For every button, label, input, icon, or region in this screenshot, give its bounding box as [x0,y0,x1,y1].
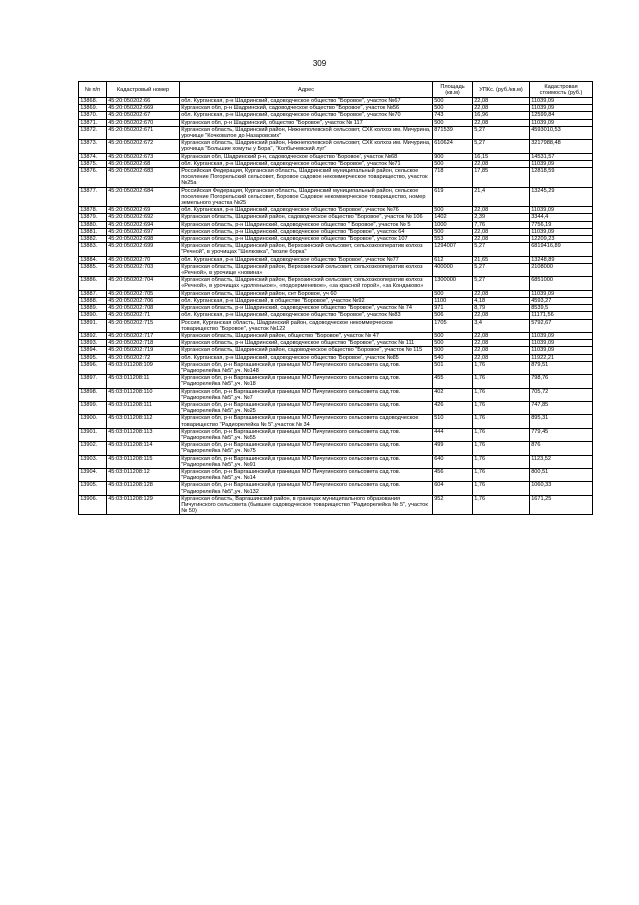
cell-num: 13896. [79,361,107,374]
cell-num: 13882. [79,236,107,243]
cell-upks: 22,08 [473,354,530,361]
cell-address: обл. Курганская, р-н Шадринский, садоводческое общество "Боровое", участок №71 [180,160,433,167]
cell-cadastral-cost: 13245,29 [530,187,593,207]
cell-cadastral-number: 45:20:050202:697 [107,228,180,235]
cell-num: 13877. [79,187,107,207]
cell-address: обл. Курганская, р-н Шадринский, садоводческое общество "Боровое", участок №83 [180,312,433,319]
table-row [79,256,593,263]
cell-cadastral-cost: 14531,57 [530,153,593,160]
cell-upks: 22,08 [473,119,530,126]
cell-num: 13897. [79,375,107,388]
cell-cadastral-cost: 12818,59 [530,168,593,188]
cell-num: 13894. [79,347,107,354]
cell-upks: 22,08 [473,98,530,105]
cell-num: 13888. [79,297,107,304]
cell-cadastral-cost: 879,51 [530,361,593,374]
cell-num: 13872. [79,126,107,139]
cell-num: 13878. [79,207,107,214]
cell-address: Курганская обл, р-н Шадринский, садоводческое общество "Боровое", участок №56 [180,105,433,112]
cell-upks: 22,08 [473,105,530,112]
cell-area: 743 [433,112,473,119]
table-row [79,187,593,207]
cell-num: 13884. [79,256,107,263]
cell-area: 1705 [433,319,473,332]
cell-cadastral-cost: 11039,09 [530,340,593,347]
table-row [79,319,593,332]
cell-cadastral-cost: 779,45 [530,428,593,441]
cell-area: 402 [433,388,473,401]
cell-address: Курганская обл, р-н Варгашинский,в границах МО Пичугинского сельсовета сад.тов. "Радиорелейка №5",уч. №7 [180,388,433,401]
cell-cadastral-number: 45:20:050202:705 [107,290,180,297]
cell-num: 13899. [79,401,107,414]
cell-address: Курганская обл, р-н Варгашинский,в границах МО Пичугинского сельсовета сад.тов. "Радиорелейка №5",уч. №14 [180,468,433,481]
cell-area: 553 [433,236,473,243]
cell-address: Курганская область, р-н Шадринский, садоводческое общество "Боровое", участок 107 [180,236,433,243]
header-cadastral-number: Кадастровый номер [107,82,180,98]
table-row [79,98,593,105]
cell-cadastral-cost: 13248,89 [530,256,593,263]
cell-cadastral-number: 45:03:011208:129 [107,495,180,515]
cell-num: 13892. [79,332,107,339]
cell-num: 13887. [79,290,107,297]
cell-area: 426 [433,401,473,414]
cell-upks: 5,27 [473,277,530,290]
cell-cadastral-number: 45:20:050202:672 [107,140,180,153]
cell-cadastral-cost: 12599,84 [530,112,593,119]
cell-upks: 22,08 [473,228,530,235]
table-row [79,332,593,339]
cell-num: 13905. [79,482,107,495]
cell-address: Курганская область, р-н Шадринский, садоводческое общество " Боровое", участок № 5 [180,221,433,228]
cell-upks: 1,76 [473,428,530,441]
cell-upks: 8,79 [473,305,530,312]
cell-cadastral-number: 45:20:050202:71 [107,312,180,319]
table-row [79,455,593,468]
cell-upks: 1,76 [473,361,530,374]
cell-cadastral-cost: 11039,09 [530,119,593,126]
table-row [79,401,593,414]
cell-area: 500 [433,290,473,297]
table-row [79,354,593,361]
cell-address: Курганская область, р-н Шадринский, садоводческое общество "Боровое", участок 64 [180,228,433,235]
table-row [79,243,593,256]
cell-area: 900 [433,153,473,160]
cell-cadastral-cost: 6851000 [530,277,593,290]
cell-cadastral-cost: 798,76 [530,375,593,388]
cell-address: Российская Федерация, Курганская область, Шадринский муниципальный район, сельское поселение Погорельский сельсовет, Боровое Садовое некоммерческое товарищество, номер земельного участка №25 [180,187,433,207]
cadastral-value-table [78,81,593,515]
cell-address: Курганская обл, р-н Варгашинский,в границах МО Пичугинского сельсовета сад.тов. "Радиорелейка №5",уч. №148 [180,361,433,374]
cell-cadastral-cost: 7756,19 [530,221,593,228]
cell-upks: 2,39 [473,214,530,221]
cell-address: Курганская обл, р-н Варгашинский,в границах МО Пичугинского сельсовета сад.тов. "Радиорелейка №5",уч. №18 [180,375,433,388]
cell-address: обл. Курганская, р-н Шадринский, садоводческое общество "Боровое", участок №67 [180,98,433,105]
cell-upks: 22,08 [473,236,530,243]
cell-upks: 5,27 [473,126,530,139]
cell-cadastral-cost: 11039,09 [530,98,593,105]
cell-upks: 1,76 [473,415,530,428]
cell-num: 13886. [79,277,107,290]
cell-num: 13873. [79,140,107,153]
cell-cadastral-number: 45:03:011208:112 [107,415,180,428]
cell-cadastral-cost: 3344,4 [530,214,593,221]
table-row [79,160,593,167]
cell-address: Курганская область, Шадринский район, Верхозинский сельсовет, сельхозкооператив колхоз «Речной», в урочищах «долгенькое», «подсерменевое», «за красной горой», «за Кондаково» [180,277,433,290]
cell-area: 456 [433,468,473,481]
table-row [79,388,593,401]
cell-area: 501 [433,361,473,374]
cell-num: 13891. [79,319,107,332]
cell-cadastral-number: 45:20:050202:684 [107,187,180,207]
cell-address: Курганская обл, р-н Варгашинский,в границах МО Пичугинского сельсовета сад.тов. "Радиорелейка №5",уч. №132 [180,482,433,495]
cell-area: 500 [433,160,473,167]
cell-address: обл. Курганская, р-н Шадринский, садоводческое общество 'Боровое', участок №85 [180,354,433,361]
cell-area: 499 [433,442,473,455]
cell-cadastral-cost: 1123,52 [530,455,593,468]
cell-cadastral-cost: 895,31 [530,415,593,428]
cell-address: Курганская обл, р-н Варгашинский,в границах МО Пичугинского сельсовета сад.тов. "Радиорелейка №5",уч. №25 [180,401,433,414]
cell-num: 13879. [79,214,107,221]
cell-num: 13874. [79,153,107,160]
cell-cadastral-cost: 11039,09 [530,228,593,235]
cell-cadastral-cost: 11039,09 [530,290,593,297]
cell-upks: 22,08 [473,340,530,347]
header-area: Площадь (кв.м) [433,82,473,98]
cell-address: Курганская область, Варгашинский район, в границах муниципального образования Пичугинского сельсовета (бывшее садоводческое товарищество "Радиорелейка № 5", участок № 50) [180,495,433,515]
cell-cadastral-cost: 12209,23 [530,236,593,243]
cell-cadastral-number: 45:20:050202:694 [107,221,180,228]
cell-cadastral-cost: 1671,25 [530,495,593,515]
cell-cadastral-cost: 11922,21 [530,354,593,361]
page-number: 309 [312,59,327,68]
cell-cadastral-number: 45:20:050202:703 [107,263,180,276]
cell-area: 952 [433,495,473,515]
cell-cadastral-cost: 800,51 [530,468,593,481]
table-row [79,428,593,441]
table-row [79,305,593,312]
cell-upks: 21,65 [473,256,530,263]
cell-num: 13890. [79,312,107,319]
cell-cadastral-number: 45:03:011208:11 [107,375,180,388]
cell-area: 540 [433,354,473,361]
cell-address: Курганская область, Шадринский район, садоводческое общество "Боровое", участок № 115 [180,347,433,354]
cell-address: Курганская область, Шадринский район, общество "Боровое", участок № 47 [180,332,433,339]
cell-area: 612 [433,256,473,263]
table-row [79,297,593,304]
table-body [79,98,593,515]
cell-upks: 3,4 [473,319,530,332]
cell-num: 13868. [79,98,107,105]
cell-address: обл. Курганская, р-н Шадринский, садоводческое общество 'Боровое', участок №76 [180,207,433,214]
table-row [79,105,593,112]
cell-cadastral-number: 45:03:011208:110 [107,388,180,401]
cell-cadastral-number: 45:20:050202:692 [107,214,180,221]
cell-cadastral-cost: 4593,27 [530,297,593,304]
table-row [79,340,593,347]
cell-cadastral-number: 45:03:011208:109 [107,361,180,374]
cell-upks: 5,27 [473,243,530,256]
cell-address: обл. Курганская, р-н Шадринский, садоводческое общество "Боровое", участок №70 [180,112,433,119]
cell-upks: 1,76 [473,388,530,401]
cell-cadastral-number: 45:20:050202:715 [107,319,180,332]
cell-upks: 16,96 [473,112,530,119]
cell-area: 506 [433,312,473,319]
cell-upks: 22,08 [473,312,530,319]
cell-area: 500 [433,105,473,112]
cell-cadastral-cost: 11039,09 [530,207,593,214]
cell-cadastral-cost: 11039,09 [530,160,593,167]
cell-cadastral-cost: 11039,09 [530,347,593,354]
cell-address: Курганская область, Шадринский район, снт Боровое, уч 60 [180,290,433,297]
cell-upks: 22,08 [473,290,530,297]
table-row [79,263,593,276]
cell-num: 13870. [79,112,107,119]
cell-area: 500 [433,207,473,214]
cell-upks: 1,76 [473,455,530,468]
cell-num: 13875. [79,160,107,167]
cell-upks: 17,85 [473,168,530,188]
cell-num: 13906. [79,495,107,515]
cell-area: 1000 [433,221,473,228]
table-row [79,119,593,126]
cell-address: Курганская область, р-н Шадринский, садоводческое общество "Боровое", участок № 74 [180,305,433,312]
cell-cadastral-number: 45:20:050202:719 [107,347,180,354]
cell-cadastral-cost: 747,85 [530,401,593,414]
cell-cadastral-number: 45:20:050202:699 [107,243,180,256]
cell-area: 400000 [433,263,473,276]
cell-area: 500 [433,347,473,354]
cell-area: 500 [433,332,473,339]
cell-num: 13871. [79,119,107,126]
cell-cadastral-number: 45:20:050202:671 [107,126,180,139]
cell-address: Курганская обл, Шадринский р-н, садоводческое общество 'Боровое', участок №68 [180,153,433,160]
cell-area: 510 [433,415,473,428]
table-row [79,375,593,388]
cell-cadastral-cost: 5792,67 [530,319,593,332]
cell-num: 13902. [79,442,107,455]
cell-cadastral-number: 45:20:050202:670 [107,119,180,126]
cell-upks: 21,4 [473,187,530,207]
cell-num: 13898. [79,388,107,401]
cell-cadastral-number: 45:20:050202:67 [107,112,180,119]
header-row [79,82,593,98]
cell-address: Курганская обл, р-н Варгашинский,в границах МО Пичугинского сельсовета сад.тов. "Радиорелейка №5",уч. №55 [180,428,433,441]
cell-cadastral-number: 45:20:050202:698 [107,236,180,243]
cell-area: 444 [433,428,473,441]
cell-area: 500 [433,228,473,235]
cell-upks: 1,76 [473,482,530,495]
cell-num: 13869. [79,105,107,112]
table-row [79,347,593,354]
cell-area: 718 [433,168,473,188]
table-row [79,214,593,221]
cell-upks: 4,18 [473,297,530,304]
table-row [79,126,593,139]
cell-cadastral-cost: 4593010,53 [530,126,593,139]
cell-cadastral-number: 45:03:011208:114 [107,442,180,455]
cell-num: 13880. [79,221,107,228]
cell-address: Курганская обл, р-н Варгашинский,в границах МО Пичугинского сельсовета садоводческое товарищество "Радиорелейка № 5",участок № 34 [180,415,433,428]
cell-cadastral-number: 45:20:050202:669 [107,105,180,112]
cell-area: 604 [433,482,473,495]
cell-cadastral-number: 45:03:011208:12 [107,468,180,481]
table-row [79,361,593,374]
cell-num: 13893. [79,340,107,347]
table-row [79,112,593,119]
table-row [79,168,593,188]
cell-address: обл. Курганская, р-н Шадринский, садоводческое общество 'Боровое', участок №77 [180,256,433,263]
cell-area: 1294007 [433,243,473,256]
cell-cadastral-cost: 8539,5 [530,305,593,312]
header-upks: УПКс. (руб./кв.м) [473,82,530,98]
cell-address: Курганская область, Шадринский район, Верхозинский сельсовет, сельхозкооператив колхоз "Речной", в урочищах "Шелковка", "возле борка" [180,243,433,256]
cell-upks: 1,76 [473,442,530,455]
cell-cadastral-number: 45:20:050202:68 [107,160,180,167]
cell-area: 500 [433,119,473,126]
cell-upks: 7,76 [473,221,530,228]
table-row [79,236,593,243]
cell-upks: 1,76 [473,468,530,481]
cell-area: 619 [433,187,473,207]
cell-num: 13901. [79,428,107,441]
cell-num: 13889. [79,305,107,312]
cell-num: 13895. [79,354,107,361]
cell-area: 1402 [433,214,473,221]
cell-area: 500 [433,340,473,347]
cell-num: 13881. [79,228,107,235]
cell-num: 13883. [79,243,107,256]
cell-area: 1300000 [433,277,473,290]
table-row [79,290,593,297]
cell-upks: 22,08 [473,160,530,167]
cell-upks: 5,27 [473,263,530,276]
table-row [79,277,593,290]
cell-upks: 1,76 [473,375,530,388]
table-row [79,228,593,235]
table-row [79,442,593,455]
cell-address: Россия, Курганская область, Шадринский район, садоводческое некоммерческое товарищество "Боровое", участок №122 [180,319,433,332]
cell-area: 500 [433,98,473,105]
cell-area: 1100 [433,297,473,304]
cell-cadastral-cost: 876 [530,442,593,455]
cell-address: Курганская обл, р-н Варгашинский,в границах МО Пичугинского сельсовета сад.тов. "Радиорелейка №5",уч. №91 [180,455,433,468]
header-address: Адрес [180,82,433,98]
table-row [79,221,593,228]
table-row [79,482,593,495]
table-row [79,468,593,481]
table-row [79,140,593,153]
header-cadastral-cost: Кадастровая стоимость (руб.) [530,82,593,98]
table-row [79,495,593,515]
cell-cadastral-number: 45:20:050202:69 [107,207,180,214]
cell-cadastral-number: 45:20:050202:708 [107,305,180,312]
cell-area: 610624 [433,140,473,153]
cell-num: 13885. [79,263,107,276]
cell-cadastral-number: 45:20:050202:72 [107,354,180,361]
header-num: № п/п [79,82,107,98]
cell-cadastral-number: 45:03:011208:115 [107,455,180,468]
cell-cadastral-number: 45:20:050202:683 [107,168,180,188]
cell-address: Российская Федерация, Курганская область, Шадринский муниципальный район, сельское поселение Погорельский сельсовет, Боровое садовое некоммерческое товарищество, участок №25а [180,168,433,188]
cell-upks: 16,15 [473,153,530,160]
table-row [79,415,593,428]
cell-address: Курганская область, Шадринский район, Нижнеполевской сельсовет, СХК колхоз им. Мичурина, урочище "Кочковатое до Назаровских" [181,126,431,140]
cell-cadastral-cost: 11039,09 [530,105,593,112]
cell-address: Курганская область, Шадринский район, садоводческое общество "Боровое", участок № 106 [180,214,433,221]
table-row [79,312,593,319]
cell-cadastral-number: 45:20:050202:718 [107,340,180,347]
cell-num: 13900. [79,415,107,428]
cell-upks: 5,27 [473,140,530,153]
table-row [79,153,593,160]
cell-cadastral-cost: 3217988,48 [530,140,593,153]
cell-upks: 22,08 [473,332,530,339]
cell-address: Курганская область, р-н Шадринский, садоводческое общество "Боровое", участок № 111 [180,340,433,347]
cell-cadastral-number: 45:20:050202:717 [107,332,180,339]
cell-area: 971 [433,305,473,312]
cell-cadastral-cost: 1060,33 [530,482,593,495]
cell-num: 13903. [79,455,107,468]
table-row [79,207,593,214]
cell-cadastral-number: 45:20:050202:704 [107,277,180,290]
cell-cadastral-number: 45:03:011208:128 [107,482,180,495]
cell-cadastral-cost: 11171,56 [530,312,593,319]
cell-cadastral-cost: 2108000 [530,263,593,276]
cell-area: 871539 [433,126,473,139]
cell-upks: 1,76 [473,495,530,515]
cell-cadastral-number: 45:20:050202:706 [107,297,180,304]
cell-cadastral-cost: 11039,09 [530,332,593,339]
cell-area: 640 [433,455,473,468]
cell-address: Курганская область, Шадринский район, Верхозинский сельсовет, сельхозкооператив колхоз «Речной», в урочище «новина» [180,263,433,276]
cell-cadastral-number: 45:03:011208:111 [107,401,180,414]
cell-area: 455 [433,375,473,388]
cell-cadastral-number: 45:20:050202:66 [107,98,180,105]
cell-num: 13904. [79,468,107,481]
cell-address: обл. Курганская, р-н Шадринский, в обществе "Боровое", участок №92 [180,297,433,304]
cell-upks: 1,76 [473,401,530,414]
cell-cadastral-number: 45:20:050202:673 [107,153,180,160]
cell-address: Курганская обл, р-н Шадринский, общество "Боровое", участок № 117 [180,119,433,126]
cell-cadastral-cost: 6819416,89 [530,243,593,256]
table-header [79,82,593,98]
cell-address: Курганская область, Шадринский район, Нижнеполевской сельсовет, СХК колхоз им. Мичурина, урочища "Большие хомуты у Бора", "Колбычевский луг" [181,140,431,153]
cell-cadastral-cost: 705,72 [530,388,593,401]
cell-upks: 22,08 [473,347,530,354]
cell-cadastral-number: 45:20:050202:70 [107,256,180,263]
cell-address: Курганская обл, р-н Варгашинский,в границах МО Пичугинского сельсовета сад.тов. "Радиорелейка №5",уч. №75 [180,442,433,455]
cell-upks: 22,08 [473,207,530,214]
cell-cadastral-number: 45:03:011208:113 [107,428,180,441]
cell-num: 13876. [79,168,107,188]
